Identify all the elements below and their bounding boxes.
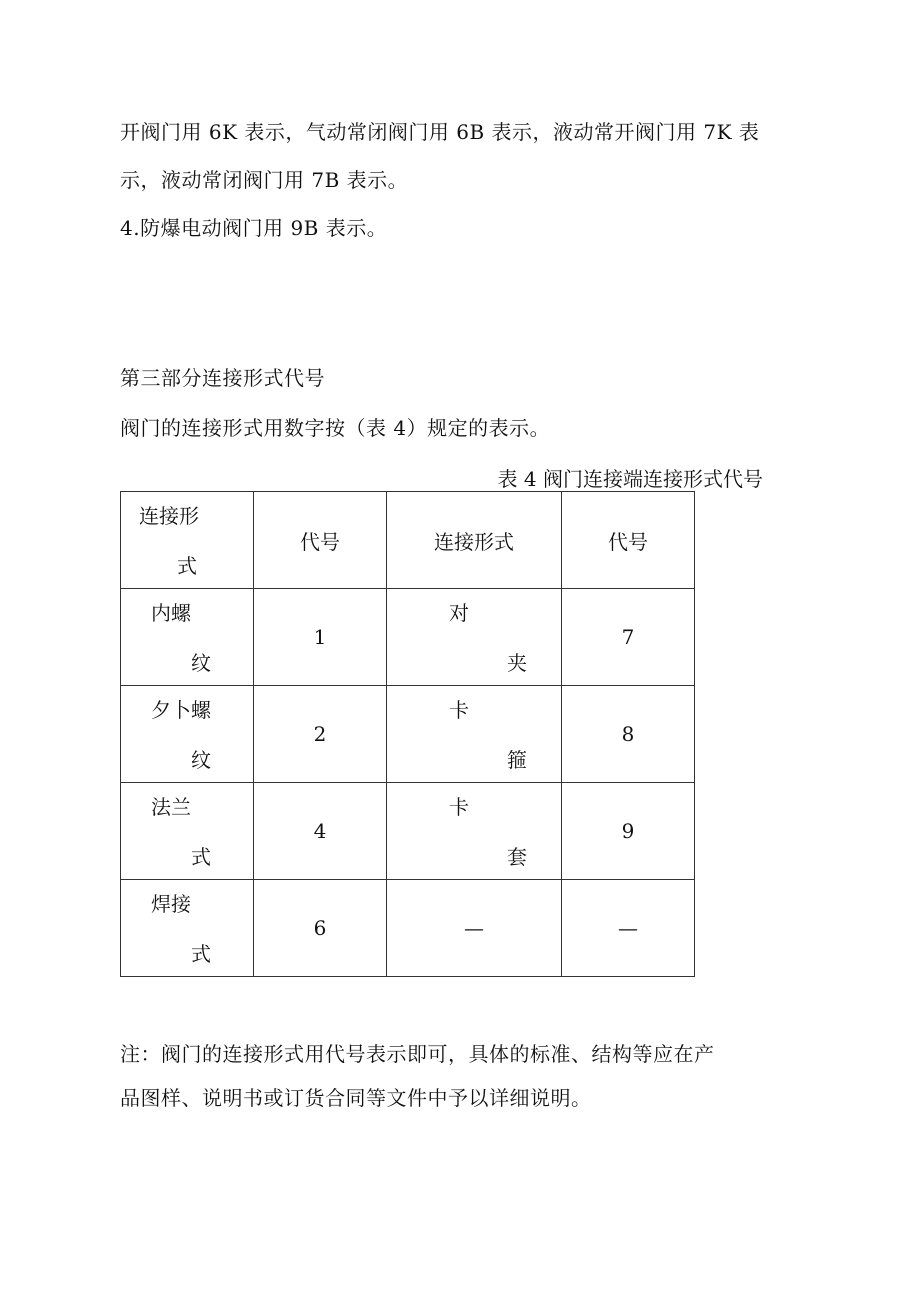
header-cell-code: 代号	[254, 492, 387, 589]
header-form-bottom: 式	[177, 554, 197, 578]
paragraph-line-1: 开阀门用 6K 表示，气动常闭阀门用 6B 表示，液动常开阀门用 7K 表	[120, 120, 760, 144]
table-row	[121, 783, 695, 880]
header-cell-form	[121, 492, 254, 589]
table-header-row	[121, 492, 695, 589]
table-row	[121, 880, 695, 977]
cell-form-2: 卡 套	[387, 783, 562, 880]
cell-form-2: —	[387, 880, 562, 977]
header-cell-code-2: 代号	[562, 492, 695, 589]
cell-code-2: 9	[562, 783, 695, 880]
cell-form: 夕卜螺 纹	[121, 686, 254, 783]
cell-code: 4	[254, 783, 387, 880]
cell-code-2: —	[562, 880, 695, 977]
cell-code: 6	[254, 880, 387, 977]
header-cell-form-2: 连接形式	[387, 492, 562, 589]
cell-code: 1	[254, 589, 387, 686]
cell-code-2: 7	[562, 589, 695, 686]
cell-form-2: 对 夹	[387, 589, 562, 686]
note-line-2: 品图样、说明书或订货合同等文件中予以详细说明。	[120, 1086, 592, 1110]
table-row	[121, 589, 695, 686]
cell-form: 焊接 式	[121, 880, 254, 977]
intro-text: 阀门的连接形式用数字按（表 4）规定的表示。	[120, 416, 551, 440]
table-row	[121, 686, 695, 783]
cell-code-2: 8	[562, 686, 695, 783]
section-heading: 第三部分连接形式代号	[120, 366, 325, 390]
cell-form-2: 卡 箍	[387, 686, 562, 783]
note-line-1: 注：阀门的连接形式用代号表示即可，具体的标准、结构等应在产	[120, 1042, 715, 1066]
header-form-top: 连接形	[139, 504, 199, 528]
cell-form: 法兰 式	[121, 783, 254, 880]
paragraph-line-2: 示，液动常闭阀门用 7B 表示。	[120, 168, 409, 192]
connection-code-table	[120, 491, 695, 977]
paragraph-line-3: 4.防爆电动阀门用 9B 表示。	[120, 216, 388, 240]
cell-form: 内螺 纹	[121, 589, 254, 686]
cell-code: 2	[254, 686, 387, 783]
table-caption: 表 4 阀门连接端连接形式代号	[497, 467, 763, 491]
